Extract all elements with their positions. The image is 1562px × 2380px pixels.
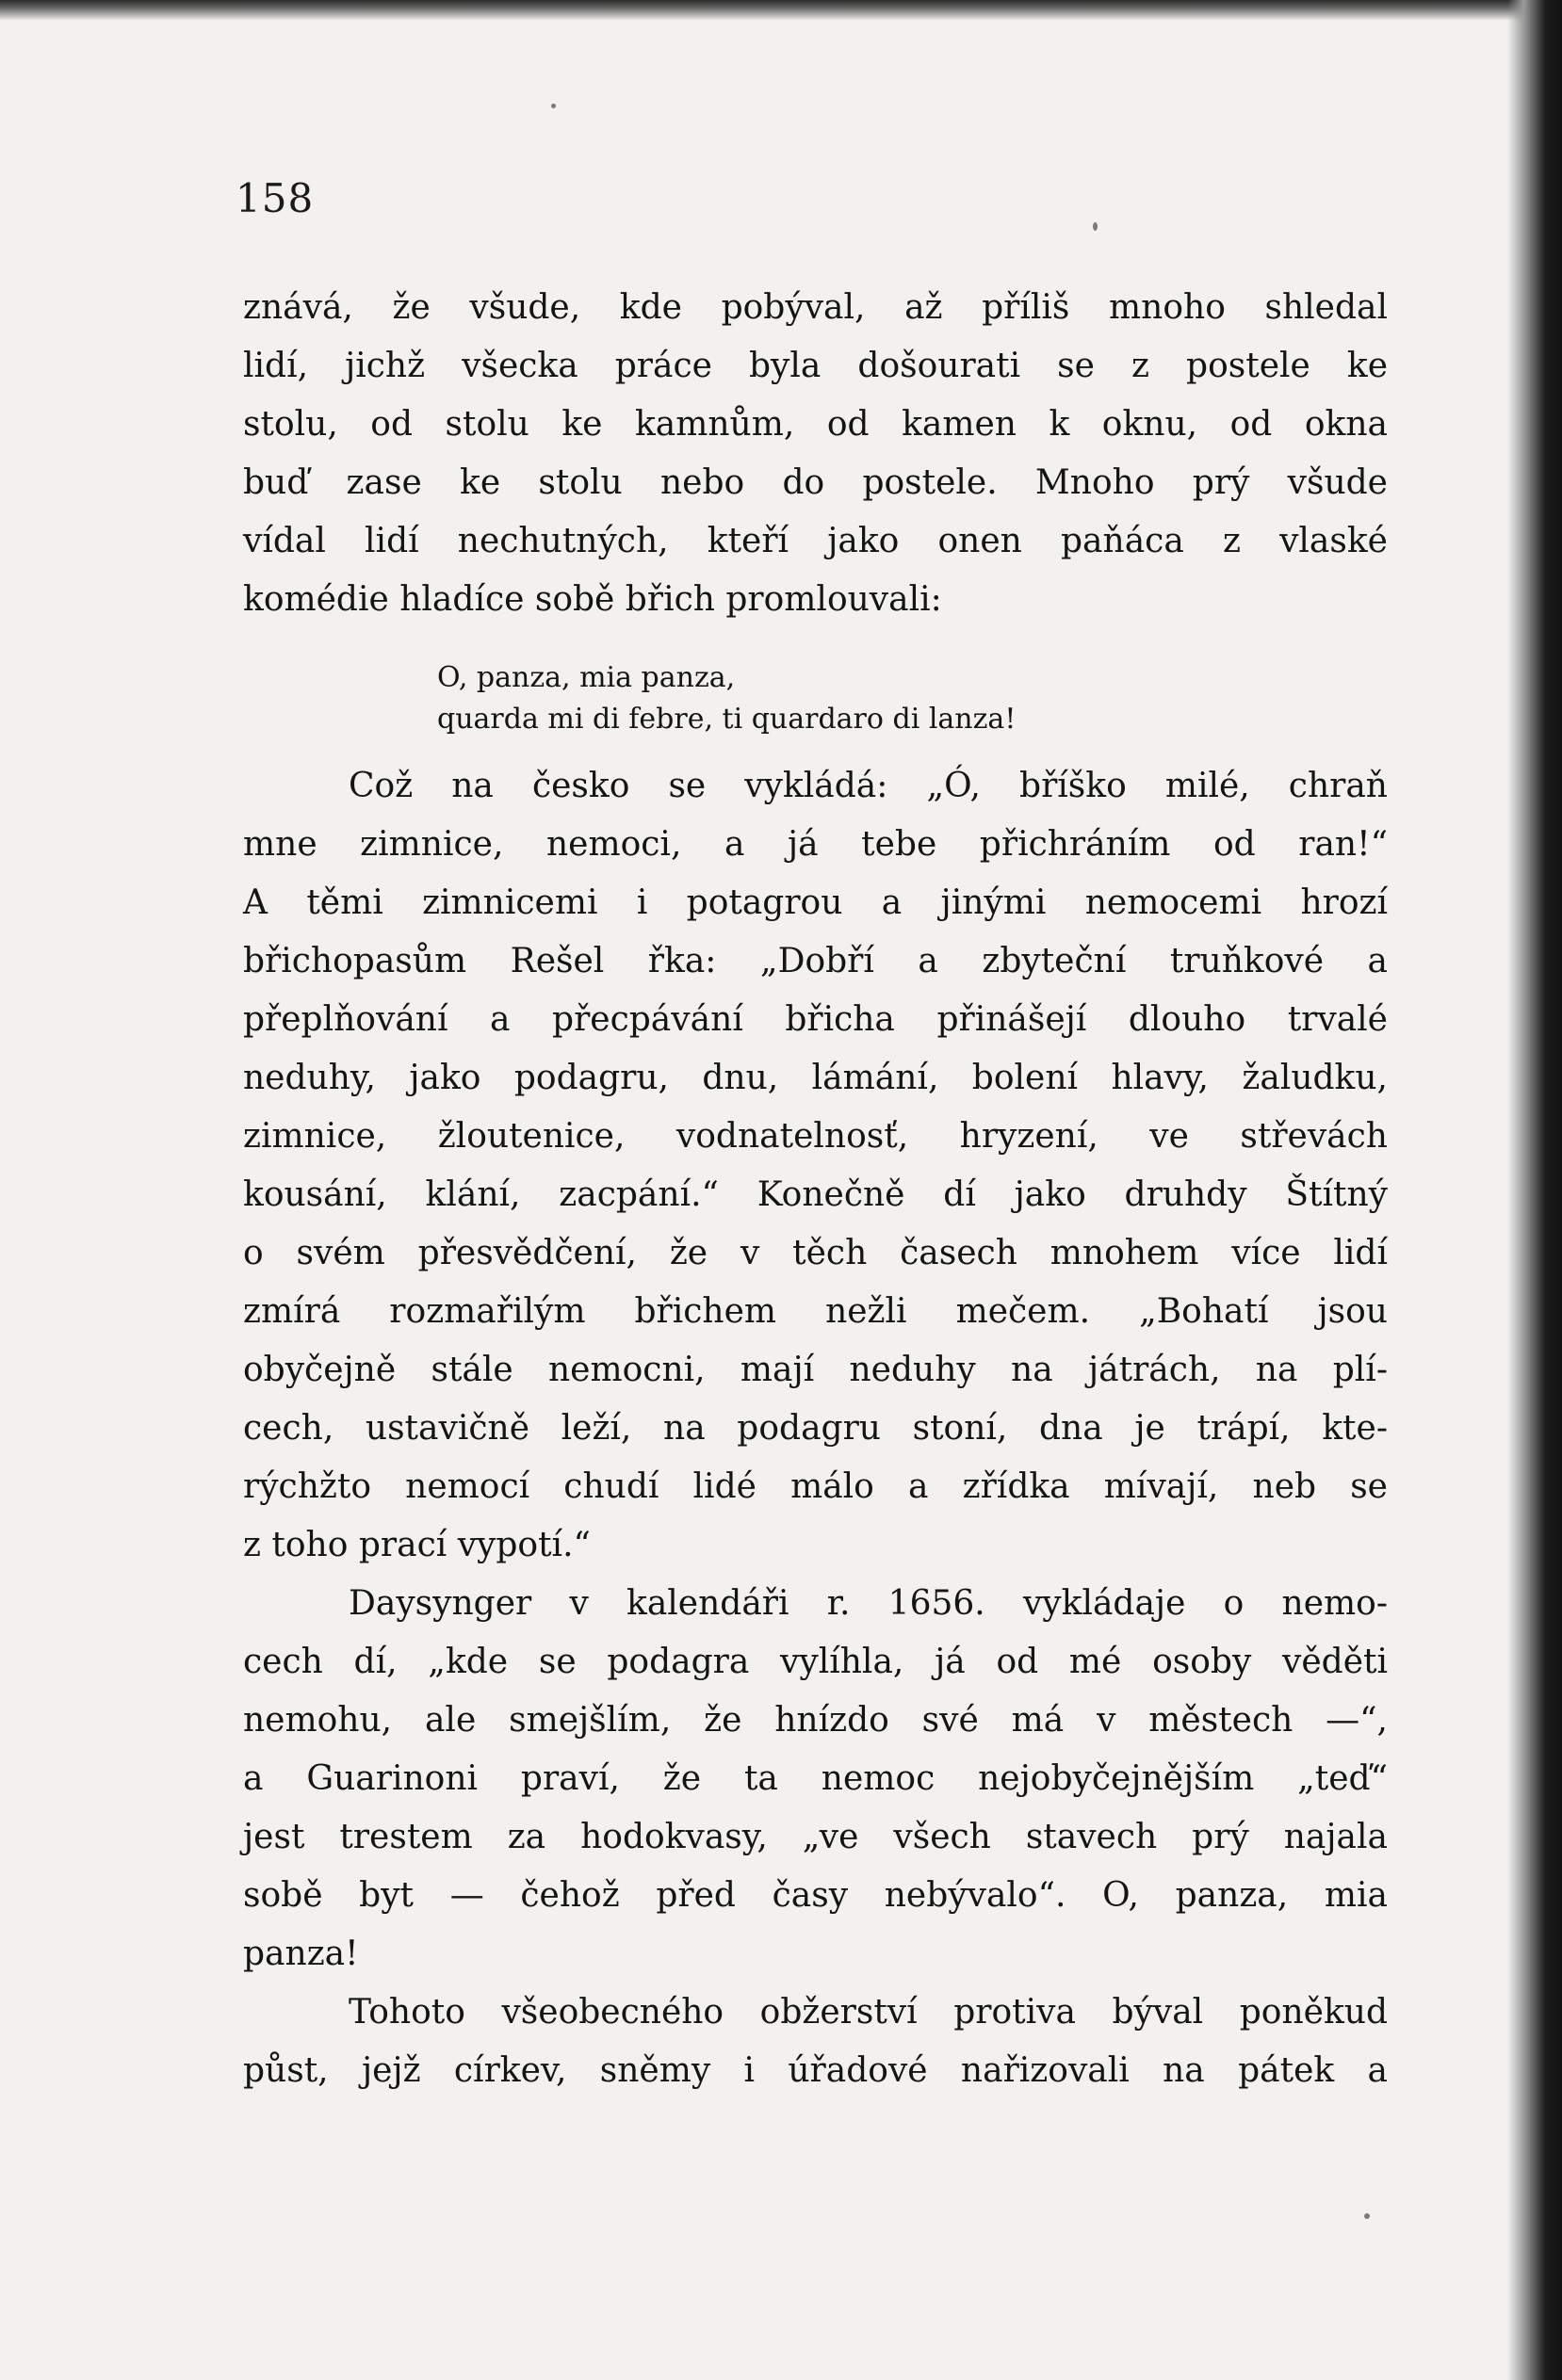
scan-shadow-right <box>1507 0 1562 2380</box>
text-line: z toho prací vypotí.“ <box>243 1526 591 1564</box>
text-line: lidí, jichž všecka práce byla došourati se z postele ke <box>243 347 1388 385</box>
dust-speck <box>551 104 556 108</box>
page-number: 158 <box>236 175 315 221</box>
text-line: obyčejně stále nemocni, mají neduhy na játrách, na plí- <box>243 1351 1388 1389</box>
text-line: rýchžto nemocí chudí lidé málo a zřídka mívají, neb se <box>243 1467 1388 1506</box>
text-line: mne zimnice, nemoci, a já tebe přichráním od ran!“ <box>243 825 1388 864</box>
text-line: komédie hladíce sobě břich promlouvali: <box>243 580 942 619</box>
text-line: a Guarinoni praví, že ta nemoc nejobyčejnějším „teď“ <box>243 1759 1388 1798</box>
text-line: přeplňování a přecpávání břicha přinášejí dlouho trvalé <box>243 1000 1388 1039</box>
dust-speck <box>1364 2213 1370 2219</box>
scan-shadow-top <box>0 0 1562 21</box>
text-line: vídal lidí nechutných, kteří jako onen paňáca z vlaské <box>243 522 1388 560</box>
text-line: neduhy, jako podagru, dnu, lámání, bolení hlavy, žaludku, <box>243 1059 1388 1097</box>
text-line: Což na česko se vykládá: „Ó, bříško milé, chraň <box>349 767 1388 805</box>
text-line: sobě byt — čehož před časy nebývalo“. O, panza, mia <box>243 1876 1388 1915</box>
text-line: zimnice, žloutenice, vodnatelnosť, hryzení, ve střevách <box>243 1117 1388 1156</box>
text-line: znává, že všude, kde pobýval, až příliš mnoho shledal <box>243 288 1388 327</box>
text-line: cech dí, „kde se podagra vylíhla, já od mé osoby věděti <box>243 1643 1388 1681</box>
text-line: jest trestem za hodokvasy, „ve všech stavech prý najala <box>243 1818 1388 1856</box>
text-line: Tohoto všeobecného obžerství protiva býval poněkud <box>349 1993 1388 2032</box>
text-line: cech, ustavičně leží, na podagru stoní, dna je trápí, kte- <box>243 1409 1388 1448</box>
text-line: kousání, klání, zacpání.“ Konečně dí jako druhdy Štítný <box>243 1175 1388 1214</box>
text-line: Daysynger v kalendáři r. 1656. vykládaje o nemo- <box>349 1584 1388 1623</box>
text-line: buď zase ke stolu nebo do postele. Mnoho prý všude <box>243 463 1388 502</box>
text-line: zmírá rozmařilým břichem nežli mečem. „Bohatí jsou <box>243 1292 1388 1331</box>
text-line: stolu, od stolu ke kamnům, od kamen k oknu, od okna <box>243 405 1388 444</box>
text-line: A těmi zimnicemi i potagrou a jinými nemocemi hrozí <box>243 883 1388 922</box>
body-text <box>243 279 1388 2100</box>
text-line: o svém přesvědčení, že v těch časech mnohem více lidí <box>243 1234 1388 1272</box>
text-line: panza! <box>243 1935 359 1973</box>
text-line: nemohu, ale smejšlím, že hnízdo své má v městech —“, <box>243 1701 1388 1740</box>
verse-line: O, panza, mia panza, <box>437 661 736 694</box>
text-line: půst, jejž církev, sněmy i úřadové nařizovali na pátek a <box>243 2051 1388 2090</box>
text-line: břichopasům Rešel řka: „Dobří a zbyteční truňkové a <box>243 942 1388 980</box>
verse-line: quarda mi di febre, ti quardaro di lanza! <box>437 703 1017 736</box>
dust-speck <box>1093 222 1098 231</box>
